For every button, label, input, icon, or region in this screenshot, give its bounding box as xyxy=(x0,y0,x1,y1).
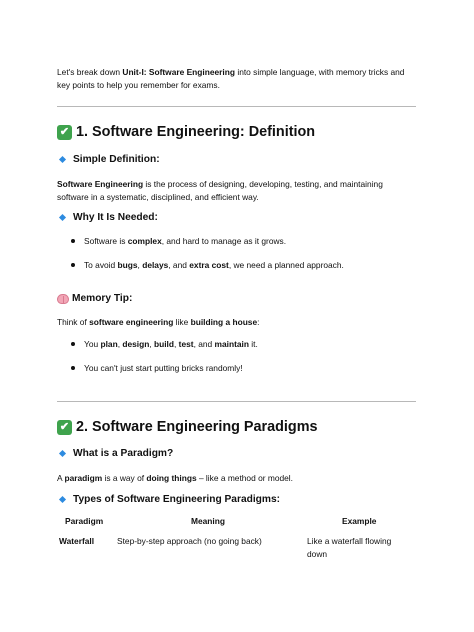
paradigm-definition xyxy=(57,472,293,485)
table-header-example: Example xyxy=(342,516,377,526)
why-needed-heading xyxy=(59,212,158,223)
section-2-title-text: 2. Software Engineering Paradigms xyxy=(76,419,318,435)
list-text: , xyxy=(174,339,179,349)
bullet-dot xyxy=(71,239,75,243)
diamond-icon xyxy=(59,450,66,457)
paradigm-text: is a way of xyxy=(102,473,147,483)
paradigm-text: – like a method or model. xyxy=(196,473,293,483)
intro-text-2: into simple language, with memory tricks and xyxy=(235,67,405,77)
types-heading-text: Types of Software Engineering Paradigms: xyxy=(73,494,280,505)
why-needed-heading-text: Why It Is Needed: xyxy=(73,212,158,223)
list-item xyxy=(84,259,344,271)
types-heading xyxy=(59,494,280,505)
list-item: You can't just start putting bricks randomly! xyxy=(84,363,243,373)
list-bold: delays xyxy=(142,260,169,270)
list-text: To avoid xyxy=(84,260,118,270)
bullet-dot xyxy=(71,263,75,267)
bullet-dot xyxy=(71,342,75,346)
table-cell-paradigm: Waterfall xyxy=(59,536,95,546)
memory-text: Think of xyxy=(57,317,90,327)
memory-tip-heading-text: Memory Tip: xyxy=(72,293,133,304)
diamond-icon xyxy=(59,156,66,163)
simple-definition-line-2: software in a systematic, disciplined, and efficient way. xyxy=(57,191,259,202)
section-1-title-text: 1. Software Engineering: Definition xyxy=(76,124,316,140)
list-bold: test xyxy=(178,339,194,349)
intro-line-2: key points to help you remember for exams. xyxy=(57,79,220,90)
list-bold: bugs xyxy=(117,260,138,270)
list-text: , and hard to manage as it grows. xyxy=(161,236,287,246)
list-bold: plan xyxy=(100,339,118,349)
memory-tip-heading xyxy=(57,293,132,304)
check-icon: ✔ xyxy=(57,420,72,435)
brain-icon xyxy=(57,294,69,304)
section-1-title xyxy=(57,124,315,140)
list-text: , and xyxy=(168,260,190,270)
list-item xyxy=(84,235,286,247)
intro-text: Let's break down xyxy=(57,67,123,77)
diamond-icon xyxy=(59,214,66,221)
list-bold: complex xyxy=(127,236,162,246)
bullet-dot xyxy=(71,366,75,370)
intro-paragraph xyxy=(57,66,427,91)
list-bold: extra cost xyxy=(189,260,229,270)
table-header-meaning: Meaning xyxy=(191,516,225,526)
list-text: , we need a planned approach. xyxy=(228,260,344,270)
section-2-title xyxy=(57,419,318,435)
divider xyxy=(57,106,416,107)
divider xyxy=(57,401,416,402)
memory-bold: building a house xyxy=(190,317,258,327)
simple-definition-heading-text: Simple Definition: xyxy=(73,154,160,165)
what-is-paradigm-heading xyxy=(59,448,173,459)
intro-bold: Unit-I: Software Engineering xyxy=(122,67,235,77)
list-text: , xyxy=(149,339,154,349)
list-text: it. xyxy=(248,339,258,349)
what-is-paradigm-heading-text: What is a Paradigm? xyxy=(73,448,174,459)
list-text: Software is xyxy=(84,236,128,246)
paradigm-bold: doing things xyxy=(146,473,197,483)
paradigm-bold: paradigm xyxy=(64,473,103,483)
list-text: , and xyxy=(193,339,215,349)
list-bold: build xyxy=(154,339,175,349)
table-header-paradigm: Paradigm xyxy=(65,516,104,526)
memory-text: : xyxy=(257,317,260,327)
diamond-icon xyxy=(59,496,66,503)
table-cell-meaning: Step-by-step approach (no going back) xyxy=(117,536,262,546)
list-bold: design xyxy=(122,339,150,349)
memory-bold: software engineering xyxy=(89,317,174,327)
paradigm-text: A xyxy=(57,473,65,483)
table-cell-example-line-2: down xyxy=(307,548,328,559)
simple-definition-bold: Software Engineering xyxy=(57,179,144,189)
list-text: You xyxy=(84,339,101,349)
list-text: , xyxy=(137,260,143,270)
list-item xyxy=(84,338,258,350)
simple-definition-paragraph xyxy=(57,178,427,203)
memory-tip-paragraph xyxy=(57,316,259,329)
simple-definition-heading xyxy=(59,154,160,165)
memory-text: like xyxy=(173,317,191,327)
list-text: , xyxy=(117,339,123,349)
simple-definition-text: is the process of designing, developing, testing, and maintaining xyxy=(143,179,383,189)
check-icon: ✔ xyxy=(57,125,72,140)
table-cell-example-line-1: Like a waterfall flowing xyxy=(307,536,392,546)
list-bold: maintain xyxy=(214,339,249,349)
table-cell-example xyxy=(307,535,391,560)
